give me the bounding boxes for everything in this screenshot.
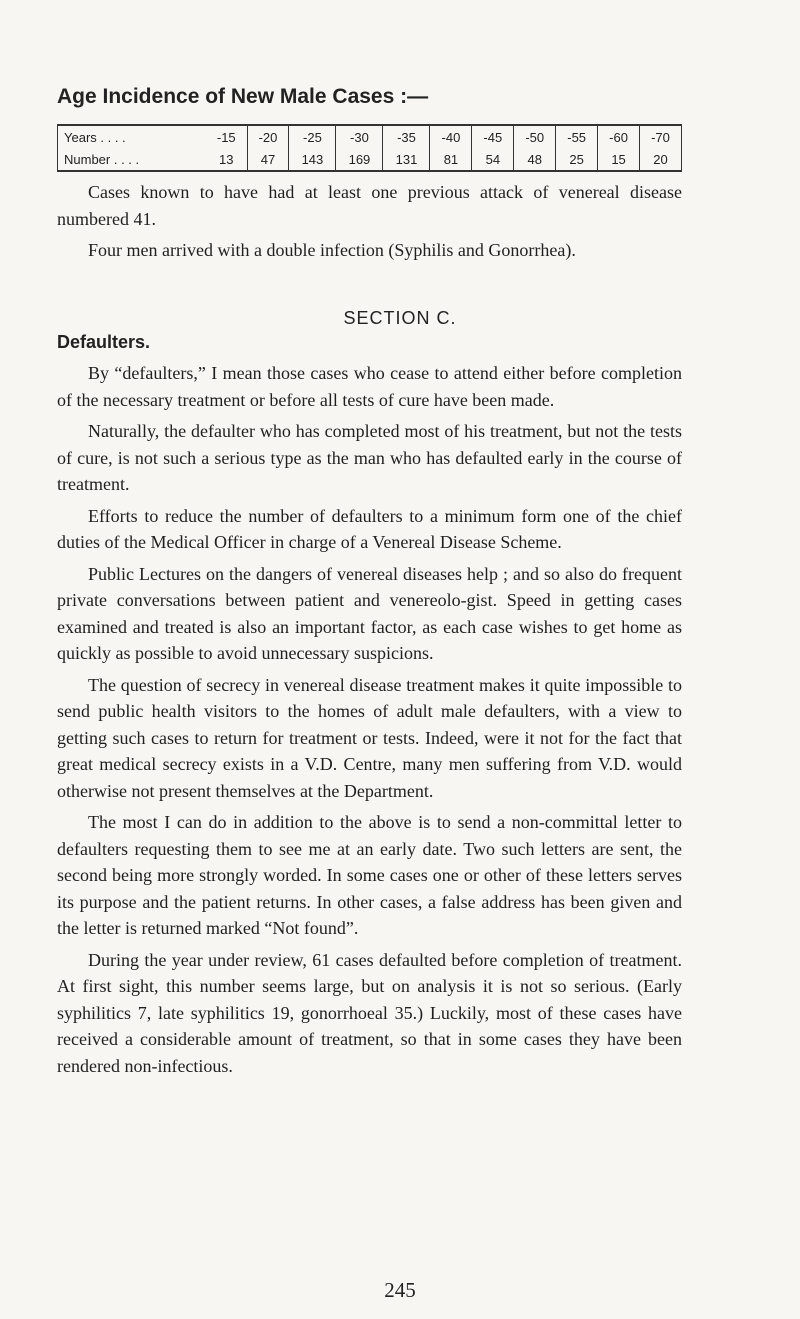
number-cell: 143 — [289, 148, 336, 171]
paragraph: During the year under review, 61 cases defaulted before completion of treatment. At first sight, this number seems large, but on analysis it is not so serious. (Early syphilitics 7, late syphilitics 19, gonorrhoeal 35.) Luckily, most of these cases have received a considerable amount of treatment, so that in some cases they have been rendered non-infectious. — [57, 949, 682, 1076]
number-cell: 13 — [206, 148, 247, 171]
number-cell: 25 — [556, 148, 598, 171]
section-title: SECTION C. — [343, 308, 457, 328]
paragraph: The question of secrecy in venereal disease treatment makes it quite impossible to send public health visitors to the homes of adult male defaulters, with a view to getting such cases to return for treatment or tests. Indeed, were it not for the fact that great medical secrecy exists in a V.D. Centre, many men suffering from V.D. would otherwise not present themselves at the Department. — [57, 674, 682, 801]
number-cell: 20 — [653, 152, 668, 167]
subheading: Defaulters. — [57, 332, 151, 352]
number-cell: 54 — [472, 148, 514, 171]
year-cell: -25 — [289, 125, 336, 148]
number-cell: 48 — [514, 148, 556, 171]
year-cell: -35 — [383, 125, 430, 148]
year-cell: -55 — [556, 125, 598, 148]
year-cell: -50 — [514, 125, 556, 148]
numbers-row — [58, 148, 682, 171]
year-cell: -15 — [206, 125, 247, 148]
row-label-number: Number . . . . — [64, 152, 140, 167]
number-cell: 15 — [598, 148, 640, 171]
years-row — [58, 125, 682, 148]
paragraph: Four men arrived with a double infection (Syphilis and Gonorrhea). — [88, 240, 576, 260]
page-number: 245 — [384, 1278, 416, 1302]
year-cell: -45 — [472, 125, 514, 148]
year-cell: -40 — [430, 125, 472, 148]
paragraph: Public Lectures on the dangers of venereal diseases help ; and so also do frequent private conversations between patient and venereolo-gist. Speed in getting cases examined and treated is also an important factor, as each case wishes to get home as quickly as possible to avoid unnecessary suspicions. — [57, 563, 682, 663]
number-cell: 81 — [430, 148, 472, 171]
year-cell: -70 — [651, 130, 670, 145]
intro-text — [57, 179, 682, 264]
number-cell: 131 — [383, 148, 430, 171]
year-cell: -30 — [336, 125, 383, 148]
year-cell: -60 — [598, 125, 640, 148]
paragraph: Naturally, the defaulter who has completed most of his treatment, but not the tests of cure, is not such a serious type as the man who has defaulted early in the course of treatment. — [57, 421, 682, 494]
table-heading: Age Incidence of New Male Cases :— — [57, 85, 429, 108]
main-text — [57, 360, 682, 1079]
paragraph: By “defaulters,” I mean those cases who cease to attend either before completion of the necessary treatment or before all tests of cure have been made. — [57, 363, 682, 410]
paragraph: The most I can do in addition to the above is to send a non-committal letter to defaulters requesting them to see me at an early date. Two such letters are sent, the second being more strongly worded. In some cases one or other of these letters serves its purpose and the patient returns. In other cases, a false address has been given and the letter is returned marked “Not found”. — [57, 812, 682, 938]
paragraph: Cases known to have had at least one previous attack of venereal disease numbered 41. — [57, 182, 682, 229]
row-label-years: Years . . . . — [64, 130, 126, 145]
number-cell: 169 — [336, 148, 383, 171]
age-incidence-table — [57, 124, 682, 172]
paragraph: Efforts to reduce the number of defaulters to a minimum form one of the chief duties of the Medical Officer in charge of a Venereal Disease Scheme. — [57, 505, 682, 552]
year-cell: -20 — [247, 125, 289, 148]
number-cell: 47 — [247, 148, 289, 171]
